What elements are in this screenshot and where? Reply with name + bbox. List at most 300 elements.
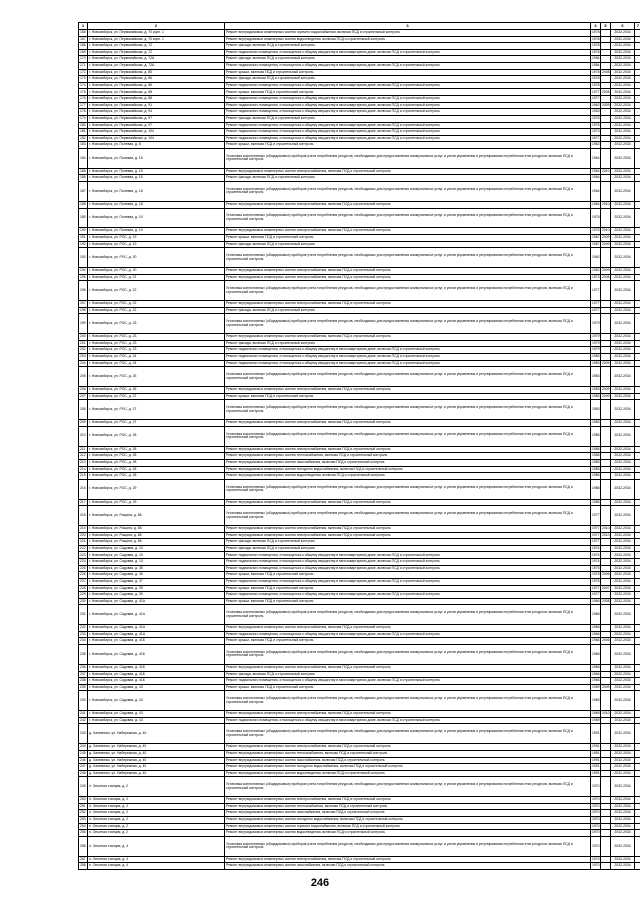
period-cell: 2032-2034 [611,605,635,625]
period-cell: 2032-2034 [611,354,635,361]
build-year-cell: 1970 [591,836,601,856]
last-repair-cell [601,63,611,70]
address-cell: г. Новосибирск, ул. РОС, д. 23 [88,314,225,334]
row-number: 217 [79,499,88,506]
period-cell: 2032-2034 [611,744,635,751]
address-cell: г. Новосибирск, ул. Садовая, д. 41А [88,605,225,625]
table-row [79,817,640,824]
empty-cell [635,400,640,420]
period-cell: 2032-2034 [611,724,635,744]
empty-cell [635,473,640,480]
table-row [79,724,640,744]
address-cell: г. Новосибирск, ул. Полевая, д. 10 [88,228,225,235]
row-number: 237 [79,671,88,678]
period-cell: 2032-2034 [611,565,635,572]
empty-cell [635,711,640,718]
period-cell: 2032-2034 [611,506,635,526]
table-row [79,506,640,526]
work-type-cell: Установка коллективных (общедомовых) приборов учета потребления ресурсов, необходимых для предоставления коммунальных услуг, и узлов управления и регулирования потребления этих ресурсов, включая ПСД и строительный контроль [225,645,591,665]
address-cell: г. Новосибирск, ул. Первомайская, д. 72 [88,49,225,56]
row-number: 168 [79,43,88,50]
build-year-cell: 1975 [591,228,601,235]
row-number: 234 [79,638,88,645]
build-year-cell: 1975 [591,122,601,129]
work-type-cell: Ремонт внутридомовых инженерных систем электроснабжения, включая ПСД и строительный контроль [225,301,591,308]
row-number: 197 [79,301,88,308]
build-year-cell: 1983 [591,354,601,361]
table-row [79,400,640,420]
address-cell: г. Новосибирск, ул. Рощина, д. 68 [88,506,225,526]
row-number: 229 [79,592,88,599]
empty-cell [635,387,640,394]
build-year-cell: 1979 [591,340,601,347]
build-year-cell: 1966 [591,605,601,625]
row-number: 196 [79,281,88,301]
table-row [79,559,640,566]
empty-cell [635,446,640,453]
table-row [79,426,640,446]
work-type-cell: Установка коллективных (общедомовых) приборов учета потребления ресурсов, необходимых для предоставления коммунальных услуг, и узлов управления и регулирования потребления этих ресурсов, включая ПСД и строительный контроль [225,836,591,856]
address-cell: г. Новосибирск, ул. Садовая, д. 43 [88,684,225,691]
table-row [79,446,640,453]
period-cell: 2032-2034 [611,148,635,168]
period-cell: 2032-2034 [611,757,635,764]
work-type-cell: Установка коллективных (общедомовых) приборов учета потребления ресурсов, необходимых для предоставления коммунальных услуг, и узлов управления и регулирования потребления этих ресурсов, включая ПСД и строительный контроль [225,426,591,446]
build-year-cell: 1970 [591,830,601,837]
work-type-cell: Ремонт внутридомовых инженерных систем электроснабжения, включая ПСД и строительный контроль [225,446,591,453]
table-row [79,770,640,777]
row-number: 190 [79,228,88,235]
work-type-cell: Ремонт подвального помещения, относящегося к общему имуществу в многоквартирном доме, включая ПСД и строительный контроль [225,717,591,724]
row-number: 210 [79,426,88,446]
work-type-cell: Ремонт внутридомовых инженерных систем водоотведения, включая ПСД и строительный контроль [225,830,591,837]
row-number: 228 [79,585,88,592]
table-row [79,301,640,308]
last-repair-cell [601,605,611,625]
work-type-cell: Ремонт фасада, включая ПСД и строительный контроль [225,539,591,546]
work-type-cell: Ремонт внутридомовых инженерных систем горячего водоснабжения, включая ПСД и строительный контроль [225,823,591,830]
last-repair-cell [601,717,611,724]
build-year-cell: 1966 [591,625,601,632]
period-cell: 2032-2034 [611,459,635,466]
last-repair-cell [601,56,611,63]
empty-cell [635,49,640,56]
build-year-cell: 1977 [591,135,601,142]
build-year-cell: 1984 [591,63,601,70]
last-repair-cell [601,479,611,499]
empty-cell [635,201,640,208]
last-repair-cell [601,129,611,136]
build-year-cell: 1991 [591,764,601,771]
address-cell: г. Новосибирск, ул. Садовая, д. 41Б [88,678,225,685]
build-year-cell: 1970 [591,810,601,817]
period-cell: 2032-2034 [611,30,635,37]
table-row [79,89,640,96]
period-cell: 2032-2034 [611,76,635,83]
work-type-cell: Установка коллективных (общедомовых) приборов учета потребления ресурсов, необходимых для предоставления коммунальных услуг, и узлов управления и регулирования потребления этих ресурсов, включая ПСД и строительный контроль [225,777,591,797]
address-cell: п. Опытная станция, д. 2 [88,817,225,824]
period-cell: 2032-2034 [611,830,635,837]
work-type-cell: Ремонт подвального помещения, относящегося к общему имуществу в многоквартирном доме, включая ПСД и строительный контроль [225,102,591,109]
table-row [79,684,640,691]
table-row [79,102,640,109]
last-repair-cell: 2009 [601,387,611,394]
row-number: 254 [79,823,88,830]
build-year-cell: 1970 [591,856,601,863]
table-row [79,466,640,473]
table-row [79,109,640,116]
last-repair-cell [601,314,611,334]
row-number: 200 [79,334,88,341]
build-year-cell: 1983 [591,400,601,420]
last-repair-cell: 2010 [601,711,611,718]
work-type-cell: Ремонт внутридомовых инженерных систем электроснабжения, включая ПСД и строительный контроль [225,711,591,718]
build-year-cell: 1966 [591,671,601,678]
build-year-cell: 1969 [591,717,601,724]
period-cell: 2032-2034 [611,122,635,129]
row-number: 252 [79,810,88,817]
last-repair-cell [601,770,611,777]
empty-cell [635,585,640,592]
last-repair-cell [601,592,611,599]
last-repair-cell [601,109,611,116]
address-cell: г. Новосибирск, ул. Садовая, д. 10 [88,545,225,552]
last-repair-cell [601,301,611,308]
table-row [79,526,640,533]
empty-cell [635,367,640,387]
row-number: 230 [79,598,88,605]
period-cell: 2032-2034 [611,334,635,341]
table-header-row [79,23,640,30]
row-number: 193 [79,248,88,268]
address-cell: г. Новосибирск, ул. Садовая, д. 10 [88,552,225,559]
row-number: 199 [79,314,88,334]
period-cell: 2032-2034 [611,539,635,546]
table-row [79,393,640,400]
work-type-cell: Ремонт крыши, включая ПСД и строительный контроль [225,393,591,400]
work-type-cell: Ремонт крыши, включая ПСД и строительный контроль [225,69,591,76]
build-year-cell: 1962 [591,268,601,275]
address-cell: г. Новосибирск, ул. Первомайская, д. 72А [88,56,225,63]
build-year-cell: 1964 [591,168,601,175]
address-cell: г. Новосибирск, ул. Садовая, д. 41Б [88,664,225,671]
address-cell: г. Новосибирск, ул. Садовая, д. 41Б [88,638,225,645]
table-row [79,810,640,817]
empty-cell [635,691,640,711]
table-row [79,777,640,797]
address-cell: г. Новосибирск, ул. Садовая, д. 41А [88,625,225,632]
build-year-cell: 1977 [591,585,601,592]
table-row [79,228,640,235]
empty-cell [635,102,640,109]
period-cell: 2032-2034 [611,43,635,50]
period-cell: 2032-2034 [611,268,635,275]
empty-cell [635,757,640,764]
row-number: 175 [79,89,88,96]
table-row [79,49,640,56]
address-cell: д. Халевинск, ул. Набережная, д. 40 [88,770,225,777]
build-year-cell: 1966 [591,678,601,685]
build-year-cell: 1991 [591,750,601,757]
empty-cell [635,552,640,559]
address-cell: г. Новосибирск, ул. РОС, д. 26 [88,387,225,394]
work-type-cell: Установка коллективных (общедомовых) приборов учета потребления ресурсов, необходимых для предоставления коммунальных услуг, и узлов управления и регулирования потребления этих ресурсов, включая ПСД и строительный контроль [225,400,591,420]
row-number: 174 [79,82,88,89]
row-number: 247 [79,764,88,771]
build-year-cell: 1983 [591,360,601,367]
work-type-cell: Ремонт фасада, включая ПСД и строительный контроль [225,340,591,347]
last-repair-cell: 2010 [601,526,611,533]
address-cell: г. Новосибирск, ул. Первомайская, д. 97 [88,115,225,122]
address-cell: г. Новосибирск, ул. Полевая, д. 18 [88,201,225,208]
build-year-cell: 1983 [591,387,601,394]
last-repair-cell: 2008 [601,69,611,76]
page-number: 246 [310,877,330,889]
period-cell: 2032-2034 [611,281,635,301]
table-row [79,744,640,751]
address-cell: г. Новосибирск, ул. Первомайская, д. 88 [88,96,225,103]
address-cell: г. Новосибирск, ул. РОС, д. 29 [88,499,225,506]
work-type-cell: Ремонт подвального помещения, относящегося к общему имуществу в многоквартирном доме, включая ПСД и строительный контроль [225,63,591,70]
build-year-cell: 1977 [591,532,601,539]
empty-cell [635,122,640,129]
build-year-cell: 1985 [591,453,601,460]
work-type-cell: Ремонт внутридомовых инженерных систем теплоснабжения, включая ПСД и строительный контроль [225,453,591,460]
work-type-cell: Ремонт внутридомовых инженерных систем электроснабжения, включая ПСД и строительный контроль [225,744,591,751]
work-type-cell: Ремонт внутридомовых инженерных систем электроснабжения, включая ПСД и строительный контроль [225,526,591,533]
last-repair-cell [601,453,611,460]
table-row [79,691,640,711]
work-type-cell: Установка коллективных (общедомовых) приборов учета потребления ресурсов, необходимых для предоставления коммунальных услуг, и узлов управления и регулирования потребления этих ресурсов, включая ПСД и строительный контроль [225,148,591,168]
work-type-cell: Ремонт подвального помещения, относящегося к общему имуществу в многоквартирном доме, включая ПСД и строительный контроль [225,552,591,559]
row-number: 170 [79,56,88,63]
empty-cell [635,175,640,182]
table-row [79,823,640,830]
last-repair-cell [601,76,611,83]
empty-cell [635,631,640,638]
period-cell: 2032-2034 [611,387,635,394]
row-number: 231 [79,605,88,625]
table-row [79,135,640,142]
empty-cell [635,43,640,50]
row-number: 239 [79,684,88,691]
last-repair-cell [601,724,611,744]
period-cell: 2032-2034 [611,810,635,817]
build-year-cell: 1975 [591,572,601,579]
work-type-cell: Ремонт подвального помещения, относящегося к общему имуществу в многоквартирном доме, включая ПСД и строительный контроль [225,135,591,142]
build-year-cell: 1969 [591,711,601,718]
build-year-cell: 1977 [591,526,601,533]
period-cell: 2032-2034 [611,69,635,76]
work-type-cell: Ремонт внутридомовых инженерных систем электроснабжения, включая ПСД и строительный контроль [225,387,591,394]
table-row [79,856,640,863]
last-repair-cell [601,750,611,757]
work-type-cell: Ремонт крыши, включая ПСД и строительный контроль [225,585,591,592]
period-cell: 2032-2034 [611,208,635,228]
build-year-cell: 1985 [591,459,601,466]
build-year-cell: 1975 [591,565,601,572]
build-year-cell: 1991 [591,757,601,764]
period-cell: 2032-2034 [611,241,635,248]
period-cell: 2032-2034 [611,473,635,480]
work-type-cell: Ремонт подвального помещения, относящегося к общему имуществу в многоквартирном доме, включая ПСД и строительный контроль [225,82,591,89]
row-number: 171 [79,63,88,70]
row-number: 222 [79,545,88,552]
build-year-cell: 1970 [591,817,601,824]
work-type-cell: Ремонт фасада, включая ПСД и строительный контроль [225,115,591,122]
row-number: 256 [79,836,88,856]
build-year-cell: 1986 [591,479,601,499]
work-type-cell: Ремонт внутридомовых инженерных систем теплоснабжения, включая ПСД и строительный контроль [225,803,591,810]
build-year-cell: 1985 [591,426,601,446]
last-repair-cell [601,777,611,797]
table-row [79,459,640,466]
table-row [79,545,640,552]
row-number: 236 [79,664,88,671]
address-cell: г. Новосибирск, ул. Садовая, д. 43 [88,717,225,724]
build-year-cell: 1964 [591,182,601,202]
work-type-cell: Ремонт крыши, включая ПСД и строительный контроль [225,572,591,579]
empty-cell [635,56,640,63]
address-cell: г. Новосибирск, ул. Полевая, д. 15 [88,168,225,175]
work-type-cell: Ремонт внутридомовых инженерных систем электроснабжения, включая ПСД и строительный контроль [225,168,591,175]
work-type-cell: Ремонт внутридомовых инженерных систем горячего водоснабжения, включая ПСД и строительный контроль [225,30,591,37]
build-year-cell: 1979 [591,347,601,354]
empty-cell [635,770,640,777]
build-year-cell: 1977 [591,281,601,301]
work-type-cell: Установка коллективных (общедомовых) приборов учета потребления ресурсов, необходимых для предоставления коммунальных услуг, и узлов управления и регулирования потребления этих ресурсов, включая ПСД и строительный контроль [225,314,591,334]
row-number: 183 [79,142,88,149]
period-cell: 2032-2034 [611,750,635,757]
table-row [79,578,640,585]
work-type-cell: Ремонт крыши, включая ПСД и строительный контроль [225,142,591,149]
build-year-cell: 1974 [591,559,601,566]
build-year-cell: 1967 [591,234,601,241]
empty-cell [635,545,640,552]
work-type-cell: Ремонт фасада, включая ПСД и строительный контроль [225,43,591,50]
table-row [79,30,640,37]
table-row [79,129,640,136]
empty-cell [635,664,640,671]
address-cell: г. Новосибирск, ул. Первомайская, д. 72 [88,43,225,50]
empty-cell [635,228,640,235]
row-number: 176 [79,96,88,103]
last-repair-cell [601,473,611,480]
last-repair-cell: 2009 [601,360,611,367]
address-cell: г. Новосибирск, ул. Рощина, д. 68 [88,526,225,533]
table-row [79,830,640,837]
empty-cell [635,777,640,797]
empty-cell [635,453,640,460]
address-cell: г. Новосибирск, ул. Садовая, д. 10 [88,559,225,566]
row-number: 198 [79,307,88,314]
row-number: 227 [79,578,88,585]
last-repair-cell [601,420,611,427]
work-type-cell: Ремонт фасада, включая ПСД и строительный контроль [225,241,591,248]
period-cell: 2032-2034 [611,56,635,63]
table-row [79,572,640,579]
last-repair-cell [601,830,611,837]
work-type-cell: Ремонт крыши, включая ПСД и строительный контроль [225,89,591,96]
work-type-cell: Ремонт подвального помещения, относящегося к общему имуществу в многоквартирном доме, включая ПСД и строительный контроль [225,354,591,361]
work-type-cell: Ремонт внутридомовых инженерных систем газоснабжения, включая ПСД и строительный контроль [225,757,591,764]
last-repair-cell [601,347,611,354]
work-type-cell: Ремонт фасада, включая ПСД и строительный контроль [225,671,591,678]
work-type-cell: Установка коллективных (общедомовых) приборов учета потребления ресурсов, необходимых для предоставления коммунальных услуг, и узлов управления и регулирования потребления этих ресурсов, включая ПСД и строительный контроль [225,479,591,499]
address-cell: г. Новосибирск, ул. Полевая, д. 15 [88,175,225,182]
table-row [79,76,640,83]
last-repair-cell: 2010 [601,201,611,208]
row-number: 202 [79,347,88,354]
address-cell: г. Новосибирск, ул. РОС, д. 20 [88,248,225,268]
period-cell: 2032-2034 [611,129,635,136]
work-type-cell: Установка коллективных (общедомовых) приборов учета потребления ресурсов, необходимых для предоставления коммунальных услуг, и узлов управления и регулирования потребления этих ресурсов, включая ПСД и строительный контроль [225,367,591,387]
table-row [79,248,640,268]
row-number: 244 [79,744,88,751]
empty-cell [635,354,640,361]
period-cell: 2032-2034 [611,393,635,400]
address-cell: г. Новосибирск, ул. РОС, д. 22 [88,281,225,301]
row-number: 178 [79,109,88,116]
work-type-cell: Ремонт внутридомовых инженерных систем электроснабжения, включая ПСД и строительный контроль [225,420,591,427]
last-repair-cell [601,135,611,142]
period-cell: 2032-2034 [611,248,635,268]
row-number: 186 [79,175,88,182]
build-year-cell: 1977 [591,592,601,599]
row-number: 220 [79,532,88,539]
address-cell: г. Новосибирск, ул. РОС, д. 29 [88,479,225,499]
work-type-cell: Ремонт внутридомовых инженерных систем водоотведения, включая ПСД и строительный контроль [225,770,591,777]
build-year-cell: 1964 [591,201,601,208]
build-year-cell: 1977 [591,307,601,314]
empty-cell [635,168,640,175]
row-number: 213 [79,459,88,466]
last-repair-cell: 2006 [601,638,611,645]
table-row [79,605,640,625]
work-type-cell: Ремонт внутридомовых инженерных систем водоотведения, включая ПСД и строительный контроль [225,36,591,43]
period-cell: 2032-2034 [611,836,635,856]
work-type-cell: Ремонт фасада, включая ПСД и строительный контроль [225,175,591,182]
build-year-cell: 1970 [591,777,601,797]
address-cell: г. Новосибирск, ул. РОС, д. 23 [88,347,225,354]
build-year-cell: 1978 [591,30,601,37]
last-repair-cell: 2009 [601,102,611,109]
work-type-cell: Ремонт внутридомовых инженерных систем электроснабжения, включая ПСД и строительный контроль [225,228,591,235]
row-number: 255 [79,830,88,837]
last-repair-cell [601,823,611,830]
row-number: 241 [79,711,88,718]
build-year-cell: 1964 [591,175,601,182]
table-row [79,43,640,50]
table-row [79,175,640,182]
last-repair-cell [601,426,611,446]
empty-cell [635,135,640,142]
last-repair-cell [601,631,611,638]
address-cell: п. Опытная станция, д. 2 [88,777,225,797]
work-type-cell: Ремонт внутридомовых инженерных систем электроснабжения, включая ПСД и строительный контроль [225,625,591,632]
empty-cell [635,678,640,685]
address-cell: г. Новосибирск, ул. Садовая, д. 35 [88,565,225,572]
empty-cell [635,539,640,546]
empty-cell [635,426,640,446]
empty-cell [635,182,640,202]
period-cell: 2032-2034 [611,631,635,638]
last-repair-cell [601,744,611,751]
address-cell: п. Опытная станция, д. 2 [88,810,225,817]
period-cell: 2032-2034 [611,109,635,116]
row-number: 166 [79,30,88,37]
table-row [79,63,640,70]
